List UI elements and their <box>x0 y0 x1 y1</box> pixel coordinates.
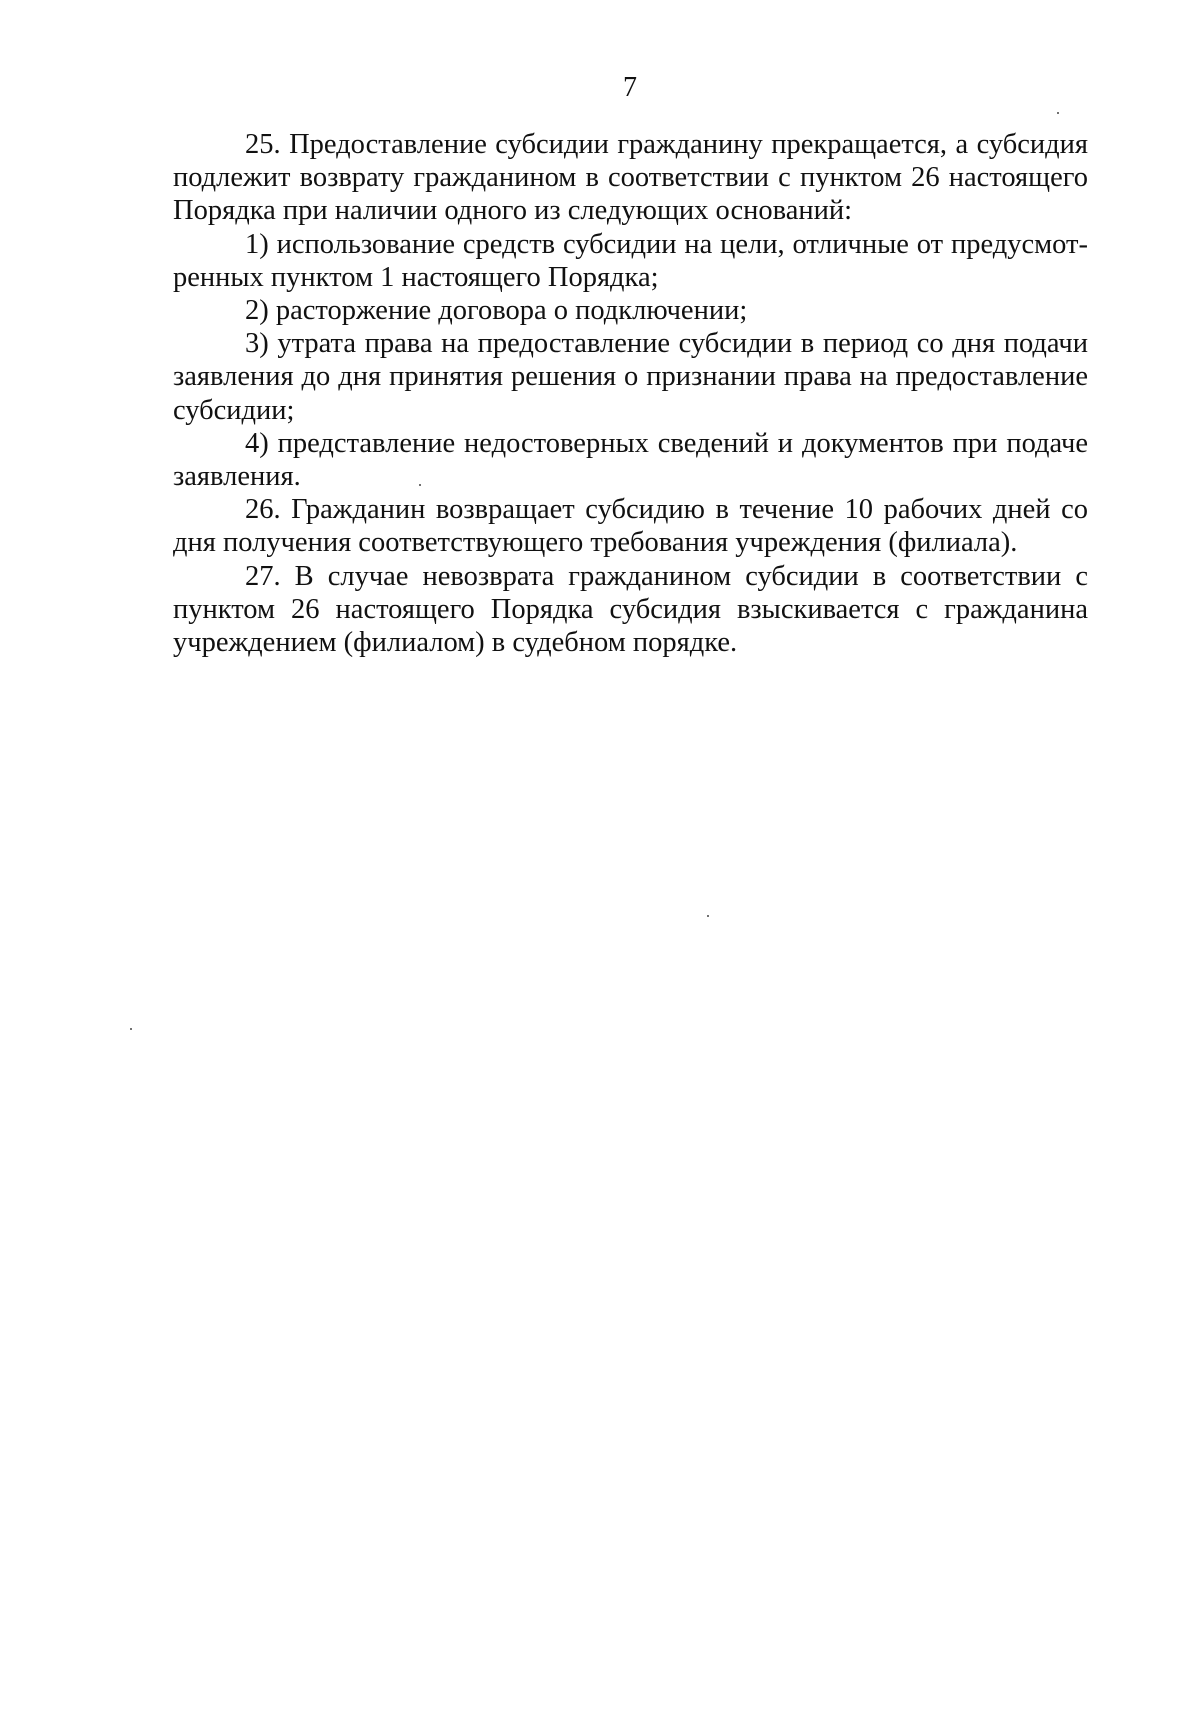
paragraph-25-item-3: 3) утрата права на предоставление субсидии в период со дня подачи заявления до дня принятия решения о признании права на предоставление субсидии; <box>173 328 1088 426</box>
scan-speck <box>707 915 709 917</box>
paragraph-25-item-2: 2) расторжение договора о подключении; <box>245 295 748 327</box>
paragraph-25-item-4: 4) представление недостоверных сведений и документов при подаче заявления. <box>173 427 1088 493</box>
paragraph-25: 25. Предоставление субсидии гражданину прекращается, а субсидия подлежит возврату гражданином в соответствии с пунктом 26 настоящего Порядка при наличии одного из следующих оснований: <box>173 129 1088 227</box>
document-body <box>173 128 1088 659</box>
scan-speck <box>1057 112 1059 114</box>
paragraph-26: 26. Гражданин возвращает субсидию в течение 10 рабочих дней со дня получения соответствующего требования учреждения (филиала). <box>173 494 1088 559</box>
paragraph-27: 27. В случае невозврата гражданином субсидии в соответствии с пунктом 26 настоящего Порядка субсидия взыскивается с гражданина учреждением (филиалом) в судебном порядке. <box>173 560 1088 659</box>
page-number: 7 <box>623 72 637 103</box>
paragraph-25-item-1: 1) использование средств субсидии на цели, отличные от предусмотренных пунктом 1 настоящего Порядка; <box>173 228 1088 293</box>
scan-speck <box>419 484 421 486</box>
scan-speck <box>130 1028 132 1030</box>
